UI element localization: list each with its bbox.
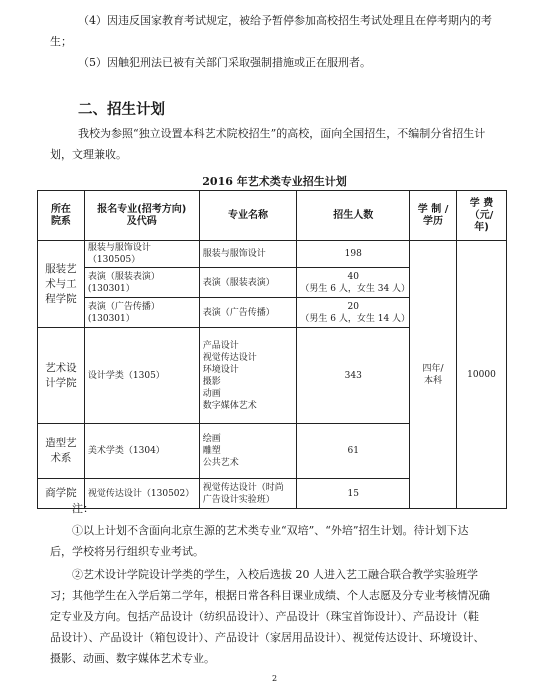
header-major: 报名专业(招考方向) 及代码: [84, 191, 199, 241]
section-heading: 二、招生计划: [78, 102, 165, 118]
table-caption: 2016 年艺术类专业招生计划: [202, 175, 347, 188]
major-name-cell: 产品设计 视觉传达设计 环境设计 摄影 动画 数字媒体艺术: [199, 328, 297, 424]
note-2-line-5: 摄影、动画、数字媒体艺术专业。: [50, 652, 215, 665]
header-college: 所在 院系: [38, 191, 85, 241]
major-name-cell: 表演（服装表演）: [199, 268, 297, 298]
note-2-line-2: 习；其他学生在入学后第二学年，根据日常各科目课业成绩、个人志愿及分专业考核情况确: [50, 589, 490, 602]
note-1-line-2: 后，学校将另行组织专业考试。: [50, 545, 204, 558]
note-2-line-3: 定专业及方向。包括产品设计（纺织品设计）、产品设计（珠宝首饰设计）、产品设计（鞋: [50, 610, 479, 623]
count-cell: 198: [297, 241, 410, 268]
count-cell: 20 （男生 6 人，女生 14 人）: [297, 298, 410, 328]
note-2-line-1: ②艺术设计学院设计学类的学生，入校后选拔 20 人进入艺工融合联合教学实验班学: [72, 568, 478, 581]
header-system: 学 制 / 学历: [410, 191, 457, 241]
item-5: （5）因触犯刑法已被有关部门采取强制措施或正在服刑者。: [78, 56, 371, 69]
header-major-name: 专业名称: [199, 191, 297, 241]
major-cell: 视觉传达设计（130502）: [84, 479, 199, 509]
fee-cell: 10000: [457, 241, 507, 509]
item-4-line-2: 生；: [50, 35, 72, 48]
college-cell: 造型艺 术系: [38, 424, 85, 479]
major-name-cell: 绘画 雕塑 公共艺术: [199, 424, 297, 479]
header-fee: 学 费 （元/ 年): [457, 191, 507, 241]
notes-title: 注：: [72, 502, 94, 515]
header-count: 招生人数: [297, 191, 410, 241]
count-cell: 15: [297, 479, 410, 509]
college-cell: 商学院: [38, 479, 85, 509]
major-name-cell: 服装与服饰设计: [199, 241, 297, 268]
note-1-line-1: ①以上计划不含面向北京生源的艺术类专业“双培”、“外培”招生计划。待计划下达: [72, 524, 469, 537]
count-cell: 61: [297, 424, 410, 479]
enrollment-plan-table: [37, 190, 507, 509]
college-cell: 艺术设 计学院: [38, 328, 85, 424]
college-cell: 服装艺 术与工 程学院: [38, 241, 85, 328]
major-name-cell: 视觉传达设计（时尚 广告设计实验班）: [199, 479, 297, 509]
major-cell: 表演（服装表演）(130301）: [84, 268, 199, 298]
section-paragraph-line-1: 我校为参照“独立设置本科艺术院校招生”的高校，面向全国招生，不编制分省招生计: [78, 127, 486, 140]
major-cell: 美术学类（1304）: [84, 424, 199, 479]
count-cell: 40 （男生 6 人，女生 34 人）: [297, 268, 410, 298]
major-name-cell: 表演（广告传播）: [199, 298, 297, 328]
page-number: 2: [271, 674, 278, 683]
section-paragraph-line-2: 划，文理兼收。: [50, 148, 127, 161]
major-cell: 设计学类（1305）: [84, 328, 199, 424]
system-cell: 四年/ 本科: [410, 241, 457, 509]
table-header-row: [38, 191, 507, 241]
major-cell: 服装与服饰设计（130505）: [84, 241, 199, 268]
note-2-line-4: 品设计）、产品设计（箱包设计）、产品设计（家居用品设计）、视觉传达设计、环境设计、: [50, 631, 485, 644]
major-cell: 表演（广告传播）(130301）: [84, 298, 199, 328]
item-4-line-1: （4）因违反国家教育考试规定，被给予暂停参加高校招生考试处理且在停考期内的考: [78, 14, 492, 27]
count-cell: 343: [297, 328, 410, 424]
table-row: [38, 241, 507, 268]
